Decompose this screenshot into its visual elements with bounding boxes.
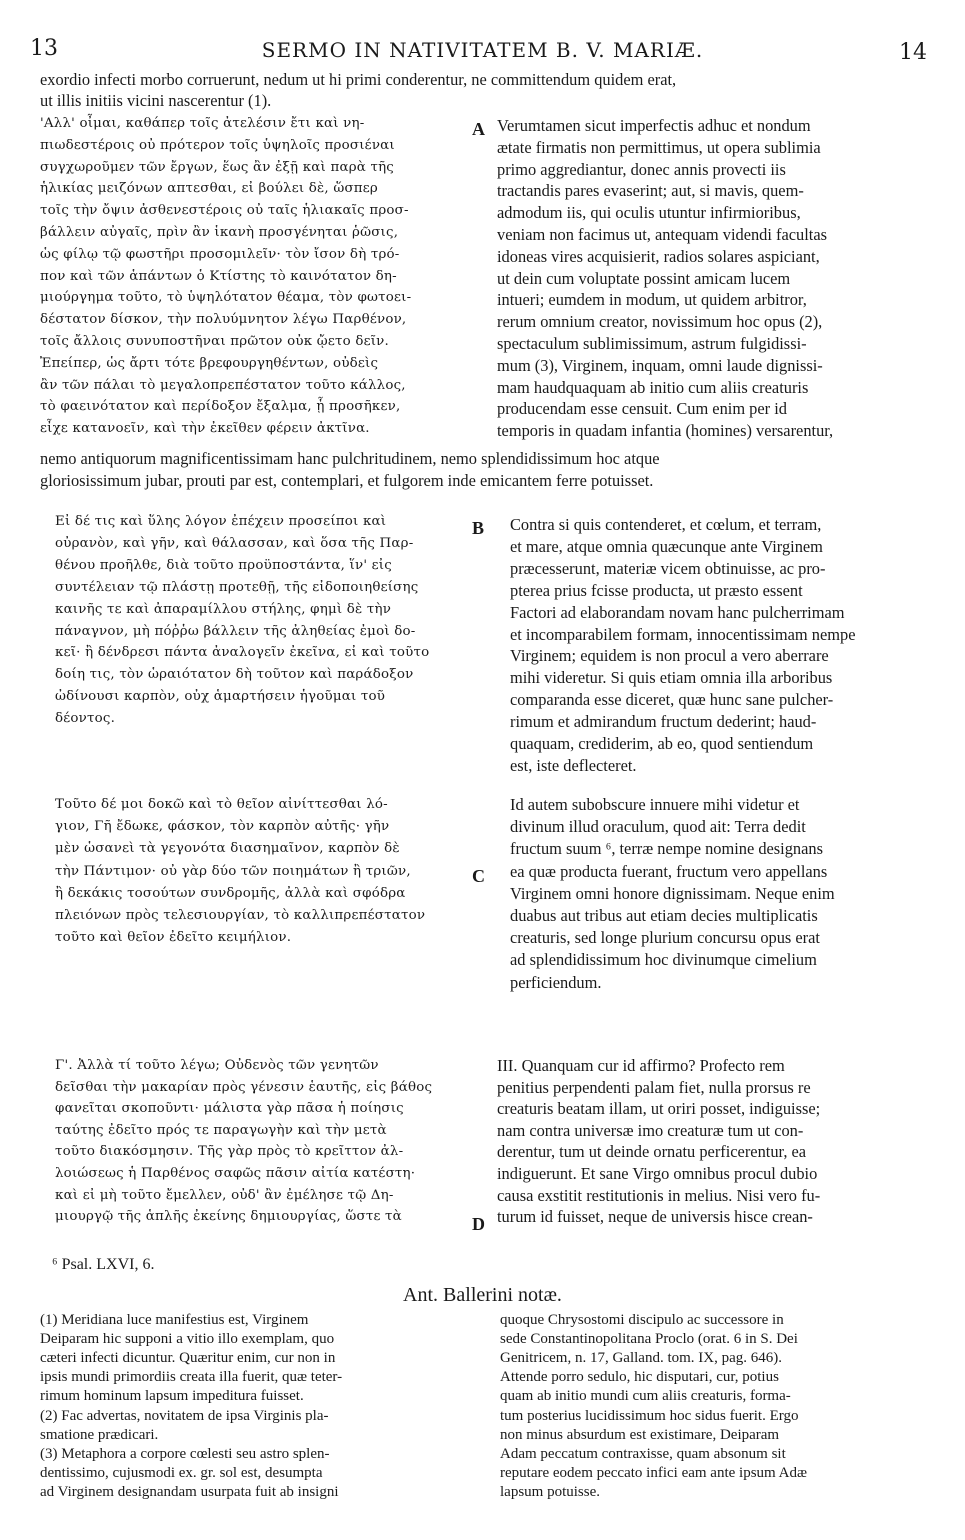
latin-line: nemo antiquorum magnificentissimam hanc pulchritudinem, nemo splendidissimum hoc atque: [40, 449, 660, 468]
greek-line: συγχωροῦμεν τῶν ἔργων, ἕως ἂν ἐξῇ καὶ παρὰ τῆς: [40, 159, 394, 175]
latin-line: creaturis, sed longe plurium concursu opus erat: [510, 928, 820, 948]
latin-line: Id autem subobscure innuere mihi videtur et: [510, 795, 800, 814]
latin-line: lapsum potuisse.: [500, 1483, 600, 1500]
greek-line: μὲν ὡσανεὶ τὰ γεγονότα διασημαῖνον, καρπὸν δὲ: [55, 841, 400, 857]
latin-line: præcesserunt, materiæ vicem obtinuisse, ac pro-: [510, 558, 826, 578]
latin-line: non minus absurdum est existimare, Deiparam: [500, 1426, 780, 1443]
latin-line: comparanda esse diceret, quæ hunc sane pulcher-: [510, 690, 834, 710]
latin-line: Factori ad elaborandam novam hanc pulcherrimam: [510, 602, 845, 622]
latin-line: Adam peccatum contraxisse, quam absonum sit: [500, 1445, 786, 1462]
greek-line: τὴν Πάντιμον· οὐ γὰρ δύο τῶν ποιημάτων ἢ τριῶν,: [55, 863, 411, 879]
latin-line: Virginem; equidem is non procul a vero aberrare: [510, 646, 829, 666]
latin-line: (3) Metaphora a corpore cœlesti seu astro splen-: [40, 1445, 330, 1462]
latin-line: exordio infecti morbo corruerunt, nedum ut hi primi conderentur, ne committendum quidem erat,: [40, 70, 677, 89]
latin-line: Contra si quis contenderet, et cœlum, et terram,: [510, 515, 822, 534]
greek-line: πάναγνον, μὴ πόῤῥω βάλλειν τῆς ἀληθείας ἐμοὶ δο-: [55, 623, 416, 639]
greek-line: δέοντος.: [55, 711, 116, 727]
latin-line: Attende porro sedulo, hic disputari, cur, potius: [500, 1369, 779, 1386]
latin-line: turum id fuisset, neque de universis hisce crean-: [497, 1207, 813, 1227]
latin-line: mum (3), Virginem, inquam, omni laude dignissi-: [497, 355, 823, 375]
latin-line: divinum illud oraculum, quod ait: Terra dedit: [510, 817, 806, 837]
greek-line: τοῖς ἄλλοις συνυποστῆναι πρῶτον οὐκ ᾤετο δεῖν.: [40, 334, 389, 349]
latin-line: ut illis initiis vicini nascerentur (1).: [40, 91, 272, 110]
latin-line: derentur, tum ut deinde ornatu perficerentur, ea: [497, 1142, 807, 1162]
greek-line: βάλλειν αὐγαῖς, πρὶν ἂν ἱκανὴ προσγένηται ῥῶσις,: [40, 225, 399, 240]
greek-line: Γ'. Ἀλλὰ τί τοῦτο λέγω; Οὐδενὸς τῶν γενητῶν: [55, 1058, 379, 1073]
greek-line: ὠδίνουσι καρπὸν, οὐχ ἁμαρτήσειν ἡγοῦμαι τοῦ: [55, 689, 386, 705]
margin-marker-d: D: [472, 1214, 485, 1234]
greek-line: θένου προῆλθε, διὰ τοῦτο προϋποστάντα, ἵν' εἰς: [55, 557, 392, 573]
greek-line: τοῦτο διακόσμησιν. Τῆς γὰρ πρὸς τὸ κρεῖττον ἀλ-: [55, 1144, 404, 1160]
latin-line: Verumtamen sicut imperfectis adhuc et nondum: [497, 116, 811, 135]
greek-line: λοιώσεως ἡ Παρθένος σαφῶς πᾶσιν αἰτία κατέστη·: [55, 1166, 416, 1181]
greek-line: οὐρανὸν, καὶ γῆν, καὶ θάλασσαν, καὶ ὅσα τῆς Παρ-: [55, 535, 414, 551]
latin-line: pterea prius fcisse producta, ut præsto essent: [510, 580, 803, 600]
greek-line: συντέλειαν τῷ πλάστῃ προτεθῇ, τῆς εἰδοποιηθείσης: [55, 579, 419, 595]
latin-line: spectaculum sublimissimum, astrum fulgidissi-: [497, 334, 807, 353]
greek-line: κεῖ· ἢ δένδρεσι πάντα ἀναλογεῖν ἐκεῖνα, εἰ καὶ τοῦτο: [55, 645, 430, 661]
greek-line: γιον, Γῆ ἔδωκε, φάσκον, τὸν καρπὸν αὐτῆς· γῆν: [55, 819, 390, 835]
latin-line: ad splendidissimum hoc divinumque cimelium: [510, 950, 817, 970]
latin-line: indiguerunt. Et sane Virgo omnibus procul dubio: [497, 1164, 818, 1183]
margin-marker-b: B: [472, 518, 485, 538]
greek-line: καινῆς τε καὶ ἀπαραμίλλου στήλης, φημὶ δὲ τὴν: [55, 601, 392, 617]
latin-line: quaquam, crediderim, ab eo, quod sentiendum: [510, 734, 814, 753]
scripture-footnote: ⁶ Psal. LXVI, 6.: [52, 1256, 155, 1273]
latin-line: Virginem omni honore dignissimam. Neque enim: [510, 883, 835, 903]
margin-marker-a: A: [472, 119, 485, 139]
latin-line: tractandis pares evaserint; aut, si mavis, quem-: [497, 181, 804, 201]
greek-line: πον καὶ τῶν ἁπάντων ὁ Κτίστης τὸ καινότατον δη-: [40, 268, 397, 284]
greek-line: Εἰ δέ τις καὶ ὕλης λόγον ἐπέχειν προσείποι καὶ: [55, 514, 387, 529]
latin-line: perficiendum.: [510, 972, 602, 992]
greek-line: φανεῖται σκοποῦντι· μάλιστα γὰρ πᾶσα ἡ ποίησις: [55, 1101, 404, 1117]
greek-line: δοίη τις, τὸν ὡραιότατον δὴ τοῦτον καὶ παράδοξον: [55, 667, 414, 683]
latin-line: ut dein cum voluptate possint amicam lucem: [497, 268, 791, 288]
latin-line: causa exstitit restitutionis in melius. Nisi vero fu-: [497, 1185, 821, 1205]
greek-line: ἡλικίας μειζόνων απτεσθαι, εἰ βούλει δὲ, ὥσπερ: [40, 181, 378, 197]
latin-line: (2) Fac advertas, novitatem de ipsa Virginis pla-: [40, 1407, 329, 1424]
latin-line: duabus aut tribus aut etiam decies multiplicatis: [510, 906, 818, 925]
latin-line: primo aggrediantur, donec annis provecti iis: [497, 159, 786, 179]
latin-line: et mare, atque omnia quæcunque ante Virginem: [510, 536, 823, 556]
latin-line: Deiparam hic supponi a vitio illo exemplam, quo: [40, 1331, 335, 1348]
latin-line: quoque Chrysostomi discipulo ac successore in: [500, 1312, 784, 1328]
greek-line: πιωδεστέροις οὐ πρότερον τοῖς ὑψηλοῖς προσιέναι: [40, 137, 395, 153]
latin-line: gloriosissimum jubar, prouti par est, contemplari, et fulgorem inde emicantem ferre potuisset.: [40, 470, 654, 490]
latin-line: reputare eodem peccato infici eam ante ipsum Adæ: [500, 1464, 807, 1481]
greek-line: 'Αλλ' οἶμαι, καθάπερ τοῖς ἀτελέσιν ἔτι καὶ νη-: [40, 116, 365, 131]
latin-line: admodum iis, qui oculis utuntur infirmioribus,: [497, 203, 801, 223]
latin-line: tum posterius lucidissimum hoc sidus fuerit. Ergo: [500, 1407, 799, 1424]
greek-line: τὸ φαεινότατον καὶ περίδοξον ἔξαλμα, ᾗ προσῆκεν,: [40, 399, 401, 415]
greek-line: δέστατον δίσκον, τὴν πολυύμνητον λέγω Παρθένον,: [40, 312, 407, 328]
latin-line: III. Quanquam cur id affirmo? Profecto rem: [497, 1056, 785, 1075]
page-number-left: 13: [30, 36, 58, 61]
latin-line: (1) Meridiana luce manifestius est, Virginem: [40, 1312, 309, 1328]
latin-line: Genitricem, n. 17, Galland. tom. IX, pag. 646).: [500, 1350, 783, 1367]
greek-line: μιούργημα τοῦτο, τὸ ὑψηλότατον θέαμα, τὸν φωτοει-: [40, 290, 412, 306]
latin-line: fructum suum ⁶, terræ nempe nomine designans: [510, 839, 823, 859]
latin-line: mihi videretur. Si quis etiam omnia illa arboribus: [510, 668, 833, 688]
greek-line: ταύτης ἐδεῖτο πρός τε παραγωγὴν καὶ τὴν μετὰ: [55, 1122, 387, 1138]
greek-line: καὶ εἰ μὴ τοῦτο ἔμελλεν, οὐδ' ἂν ἐμέλησε τῷ Δη-: [55, 1187, 394, 1203]
latin-line: mam haudquaquam ab initio cum aliis creaturis: [497, 377, 809, 397]
latin-line: producendam esse censuit. Cum enim per id: [497, 399, 787, 419]
greek-line: τοῖς τὴν ὄψιν ἀσθενεστέροις οὐ ταῖς ἡλιακαῖς προσ-: [40, 203, 409, 219]
latin-line: quam ab initio mundi cum aliis creaturis, forma-: [500, 1388, 791, 1405]
greek-line: Τοῦτο δέ μοι δοκῶ καὶ τὸ θεῖον αἰνίττεσθαι λό-: [55, 797, 388, 812]
latin-line: rerum omnium creator, novissimum hoc opus (2),: [497, 312, 823, 332]
latin-line: nam contra universæ imo creaturæ tum ut con-: [497, 1120, 804, 1140]
latin-line: smatione prædicari.: [40, 1426, 159, 1443]
latin-line: sede Constantinopolitana Proclo (orat. 6 in S. Dei: [500, 1331, 798, 1348]
latin-line: rimum hominum lapsum impeditura fuisset.: [40, 1388, 304, 1405]
notes-heading: Ant. Ballerini notæ.: [403, 1284, 562, 1306]
greek-line: ἢ δεκάκις τοσούτων συνδρομῆς, ἀλλὰ καὶ σφόδρα: [55, 885, 406, 901]
latin-line: ætate firmatis non permittimus, ut opera sublimia: [497, 137, 821, 157]
greek-line: τοῦτο καὶ θεῖον ἐδεῖτο κειμήλιον.: [55, 930, 292, 946]
greek-line: Ἐπείπερ, ὡς ἄρτι τότε βρεφουργηθέντων, οὐδεὶς: [40, 355, 379, 371]
latin-line: est, iste deflecteret.: [510, 755, 637, 775]
greek-line: δεῖσθαι τὴν μακαρίαν πρὸς γένεσιν ἑαυτῆς, εἰς βάθος: [55, 1079, 433, 1095]
latin-line: intueri; eumdem in modum, ut quidem arbitror,: [497, 290, 807, 310]
latin-line: rimum et admirandum fructum dederint; haud-: [510, 712, 817, 732]
latin-line: idoneas vires acquisierit, radios solares aspiciant,: [497, 246, 820, 266]
latin-line: cæteri infecti dicuntur. Quæritur enim, cur non in: [40, 1350, 336, 1367]
greek-line: ὡς φίλῳ τῷ φωστῆρι προσομιλεῖν· τὸν ἴσον δὴ τρό-: [40, 246, 400, 262]
latin-line: ea quæ producta fuerant, fructum vero appellans: [510, 861, 828, 881]
latin-line: veniam non facimus ut, antequam videndi facultas: [497, 225, 827, 244]
latin-line: temporis in quadam infantia (homines) versarentur,: [497, 421, 834, 441]
latin-line: penitius perpendenti palam fiet, nulla prorsus re: [497, 1077, 811, 1097]
latin-line: et incomparabilem formam, innocentissimam nempe: [510, 624, 856, 644]
margin-marker-c: C: [472, 866, 485, 886]
greek-line: μιουργῷ τῆς ἁπλῆς ἐκείνης δημιουργίας, ὥστε τὰ: [55, 1209, 402, 1225]
latin-line: dentissimo, cujusmodi ex. gr. sol est, desumpta: [40, 1464, 323, 1481]
latin-line: ad Virginem designandam usurpata fuit ab insigni: [40, 1483, 339, 1500]
page-number-right: 14: [899, 40, 927, 65]
latin-line: creaturis beatam illam, ut oriri posset, indiguisse;: [497, 1099, 821, 1119]
running-title: SERMO IN NATIVITATEM B. V. MARIÆ.: [261, 38, 704, 62]
greek-line: εἶχε κατανοεῖν, καὶ τὴν ἐκεῖθεν φέρειν ἀκτῖνα.: [40, 421, 370, 437]
greek-line: ἂν τῶν πάλαι τὸ μεγαλοπρεπέστατον τοῦτο κάλλος,: [40, 377, 406, 393]
latin-line: ipsis mundi primordiis creata illa fuerit, quæ teter-: [40, 1369, 343, 1386]
greek-line: πλειόνων πρὸς τελεσιουργίαν, τὸ καλλιπρεπέστατον: [55, 908, 426, 923]
